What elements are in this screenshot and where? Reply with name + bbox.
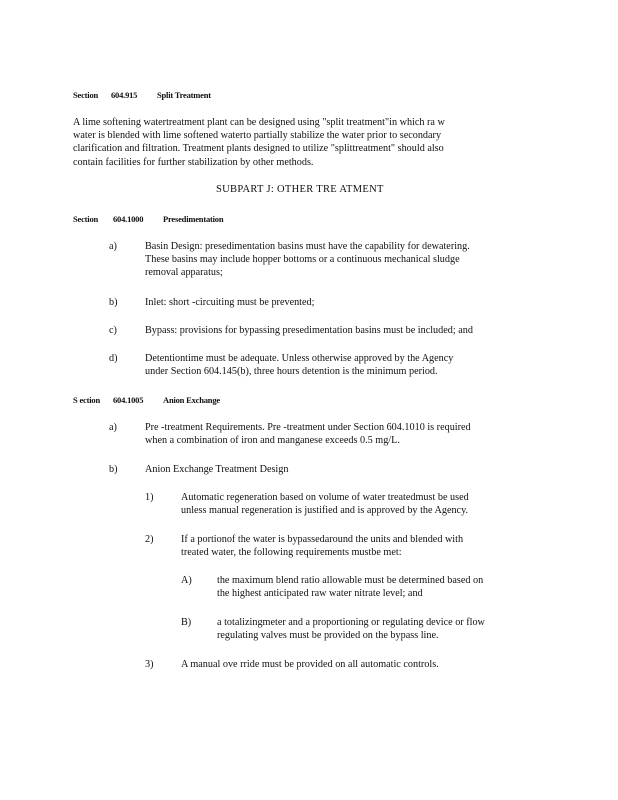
item-line: A manual ove rride must be provided on all automatic controls. xyxy=(181,659,439,670)
section-title: Presedimentation xyxy=(163,214,224,224)
list-item xyxy=(145,421,471,447)
item-label: a) xyxy=(109,241,117,252)
list-item xyxy=(145,463,288,476)
item-line: Detentiontime must be adequate. Unless otherwise approved by the Agency xyxy=(145,353,454,364)
subitem-label: 3) xyxy=(145,659,154,670)
item-line: Automatic regeneration based on volume of water treatedmust be used xyxy=(181,492,469,503)
list-item xyxy=(145,324,473,337)
section-label: Section xyxy=(73,214,99,224)
subitem-label: 1) xyxy=(145,492,154,503)
item-line: unless manual regeneration is justified and is approved by the Agency. xyxy=(181,505,469,517)
item-line: If a portionof the water is bypassedaround the units and blended with xyxy=(181,534,464,545)
item-line: Pre -treatment Requirements. Pre -treatment under Section 604.1010 is required xyxy=(145,422,471,433)
item-line: regulating valves must be provided on the bypass line. xyxy=(217,630,439,642)
item-line: removal apparatus; xyxy=(145,267,223,279)
item-line: the maximum blend ratio allowable must be determined based on xyxy=(217,575,484,586)
subitem-label: 2) xyxy=(145,534,154,545)
split-treatment-paragraph xyxy=(73,116,445,169)
sub-list-item xyxy=(181,658,439,671)
item-line: the highest anticipated raw water nitrate level; and xyxy=(217,588,423,600)
item-label: b) xyxy=(109,297,118,308)
sub-sub-list-item xyxy=(217,574,483,600)
paragraph-line: contain facilities for further stabilization by other methods. xyxy=(73,156,314,168)
item-label: d) xyxy=(109,353,118,364)
item-line: Anion Exchange Treatment Design xyxy=(145,464,289,475)
sub-list-item xyxy=(181,491,469,517)
list-item xyxy=(145,240,470,280)
item-line: when a combination of iron and manganese exceeds 0.5 mg/L. xyxy=(145,435,400,447)
section-title: Split Treatment xyxy=(157,90,211,100)
section-number: 604.915 xyxy=(111,90,138,100)
section-number: 604.1000 xyxy=(113,214,144,224)
list-item xyxy=(145,352,453,378)
item-label: c) xyxy=(109,325,117,336)
item-line: treated water, the following requirements mustbe met: xyxy=(181,547,402,559)
subsubitem-label: A) xyxy=(181,575,192,586)
paragraph-line: clarification and filtration. Treatment plants designed to utilize "splittreatment" should also xyxy=(73,143,444,155)
sub-list-item xyxy=(181,533,463,559)
item-line: Bypass: provisions for bypassing presedimentation basins must be included; and xyxy=(145,325,473,336)
paragraph-line: water is blended with lime softened waterto partially stabilize the water prior to secondary xyxy=(73,130,442,142)
subpart-title: SUBPART J: OTHER TRE ATMENT xyxy=(216,184,384,195)
section-604-1005-heading xyxy=(73,395,220,405)
paragraph-line: A lime softening watertreatment plant can be designed using "split treatment"in which ra w xyxy=(73,117,445,128)
subsubitem-label: B) xyxy=(181,617,192,628)
list-item xyxy=(145,296,314,309)
item-label: b) xyxy=(109,464,118,475)
item-line: These basins may include hopper bottoms or a continuous mechanical sludge xyxy=(145,254,460,266)
section-604-1000-heading xyxy=(73,214,224,224)
item-line: under Section 604.145(b), three hours detention is the minimum period. xyxy=(145,366,438,378)
section-label: S ection xyxy=(73,395,100,405)
section-label: Section xyxy=(73,90,99,100)
item-line: a totalizingmeter and a proportioning or regulating device or flow xyxy=(217,617,485,628)
item-line: Basin Design: presedimentation basins must have the capability for dewatering. xyxy=(145,241,470,252)
item-line: Inlet: short -circuiting must be prevented; xyxy=(145,297,315,308)
section-number: 604.1005 xyxy=(113,395,144,405)
section-604-915-heading xyxy=(73,90,211,100)
section-title: Anion Exchange xyxy=(163,395,220,405)
sub-sub-list-item xyxy=(217,616,485,642)
item-label: a) xyxy=(109,422,117,433)
